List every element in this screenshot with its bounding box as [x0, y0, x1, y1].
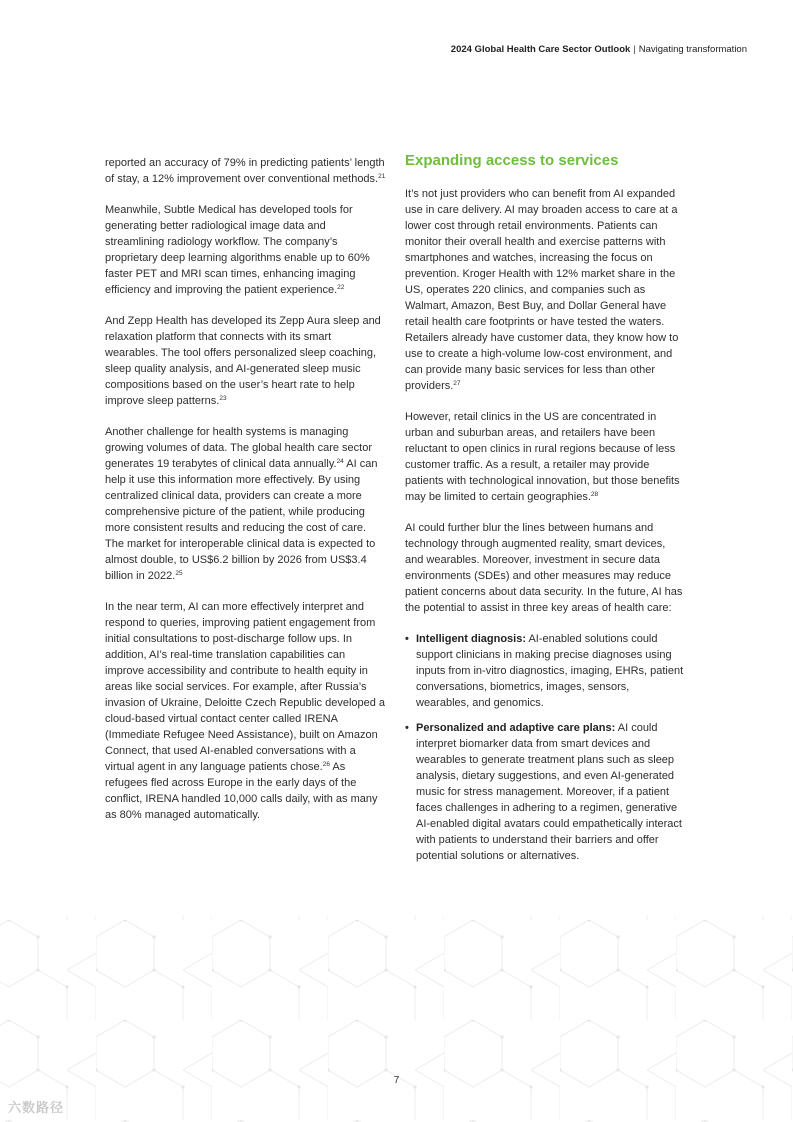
paragraph-near-term-ai: In the near term, AI can more effectively interpret and respond to queries, improving patient engagement from initial consultations to post-discharge follow ups. In addition, AI’s real-time translation capabilities can improve accessibility and contribute to health equity in areas like social services. For example, after Russia’s invasion of Ukraine, Deloitte Czech Republic developed a cloud-based virtual contact center called IRENA (Immediate Refugee Need Assistance), built on Amazon Connect, that used AI-enabled conversations with a virtual agent in any language patients chose.$^{26}$ As refugees fled across Europe in the early days of the conflict, IRENA handled 10,000 calls daily, with as many as 80% managed automatically.: [105, 601, 386, 821]
footnote-ref: 23: [219, 395, 227, 402]
footnote-ref: 24: [336, 458, 344, 465]
list-item: • Personalized and adaptive care plans: AI could interpret biomarker data from smart devices and wearables to generate treatment plans such as sleep analysis, dietary suggestions, and even AI-generated music for stress management. Moreover, if a patient faces challenges in adhering to a regimen, generative AI-enabled digital avatars could empathetically interact with patients to understand their barriers and offer potential solutions or alternatives.: [405, 722, 682, 862]
paragraph-retail-access: It’s not just providers who can benefit from AI expanded use in care delivery. AI may broaden access to care at a lower cost through retail environments. Patients can monitor their overall health and exercise patterns with smartphones and watches, increasing the focus on prevention. Kroger Health with 12% market share in the US, operates 220 clinics, and companies such as Walmart, Amazon, Best Buy, and Dollar General have retail health care footprints or have tested the waters. Retailers already have customer data, they know how to use to create a high-volume low-cost environment, and can provide many basic services for less than other providers.$^{27}$: [405, 188, 679, 392]
paragraph-ai-blur-lines: AI could further blur the lines between humans and technology through augmented reality, smart devices, and wearables. Moreover, investment in secure data environments (SDEs) and other measures may reduce patient concerns about data security. In the future, AI has the potential to assist in three key areas of health care:: [405, 522, 683, 614]
watermark-logo: 六数路径: [8, 1100, 65, 1115]
footnote-ref: 28: [590, 491, 599, 498]
paragraph-clinical-data: Another challenge for health systems is managing growing volumes of data. The global health care sector generates 19 terabytes of clinical data annually.$^{24}$ AI can help it use this information more effectively. By using centralized clinical data, providers can create a more comprehensive picture of the patient, while producing more consistent results and reducing the cost of care. The market for interoperable clinical data is expected to almost double, to US$6.2 billion by 2026 from US$3.4 billion in 2022.25: [105, 426, 378, 582]
header-separator: |: [633, 44, 636, 55]
paragraph-zepp-health: And Zepp Health has developed its Zepp Aura sleep and relaxation platform that connects with its smart wearables. The tool offers personalized sleep coaching, sleep quality analysis, and AI-generated sleep music compositions based on the user’s heart rate to help improve sleep patterns.$^{23}$: [105, 315, 381, 407]
bullet-term: Personalized and adaptive care plans:: [416, 722, 616, 734]
footnote-ref: 22: [337, 284, 345, 291]
key-areas-list: [405, 631, 685, 864]
bullet-icon: •: [405, 722, 409, 734]
section-heading: Expanding access to services: [405, 152, 619, 169]
right-column: [405, 186, 685, 873]
hexagon-pattern-background: [0, 915, 793, 1122]
header-report-title: 2024 Global Health Care Sector Outlook: [450, 44, 631, 55]
paragraph-los-accuracy: reported an accuracy of 79% in predicting patients’ length of stay, a 12% improvement over conventional methods.$^{21}$: [105, 157, 386, 185]
left-column: [105, 155, 387, 838]
paragraph-subtle-medical: Meanwhile, Subtle Medical has developed tools for generating better radiological image data and streamlining radiology workflow. The company’s proprietary deep learning algorithms enable up to 60% faster PET and MRI scan times, enhancing imaging efficiency and improving the patient experience.$^{22}$: [105, 204, 370, 296]
footnote-ref: 27: [453, 380, 461, 387]
footnote-ref: 26: [322, 761, 330, 768]
paragraph-retail-clinics: However, retail clinics in the US are concentrated in urban and suburban areas, and retailers have been reluctant to open clinics in rural regions because of less customer traffic. As a result, a retailer may provide patients with technological innovation, but those benefits may be limited to certain geographies.$^{28}$: [405, 411, 680, 503]
bullet-term: Intelligent diagnosis:: [416, 633, 527, 645]
bullet-icon: •: [405, 633, 409, 645]
header-subtitle: Navigating transformation: [638, 44, 747, 55]
list-item: • Intelligent diagnosis: AI-enabled solutions could support clinicians in making precise diagnoses using inputs from in-vitro diagnostics, imaging, EHRs, patient conversations, biometrics, images, sensors, wearables, and genomics.: [405, 633, 684, 709]
running-header: [451, 44, 747, 55]
footnote-ref: 21: [378, 173, 386, 180]
footnote-ref: 25: [175, 570, 183, 577]
page-number: 7: [393, 1075, 400, 1086]
